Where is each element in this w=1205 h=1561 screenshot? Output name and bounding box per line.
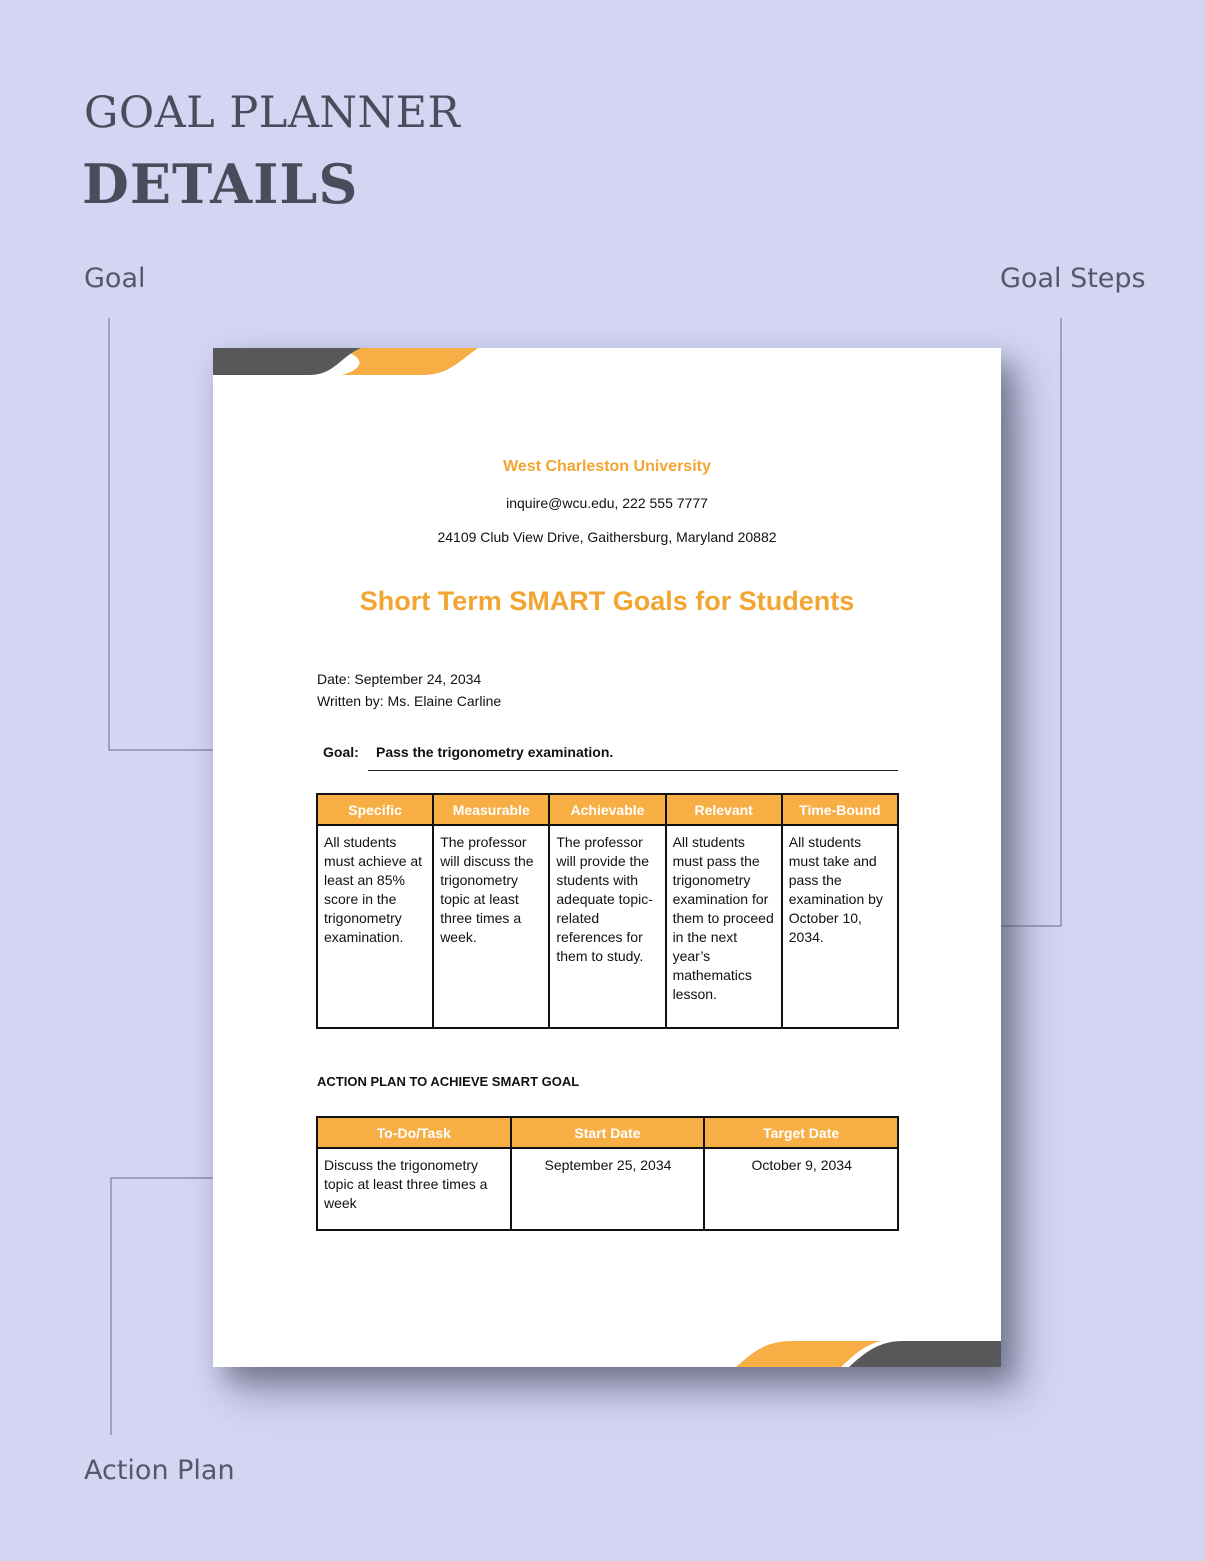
- page-subtitle: DETAILS: [82, 152, 359, 216]
- contact-info: inquire@wcu.edu, 222 555 7777: [506, 495, 708, 511]
- goal-value: Pass the trigonometry examination.: [376, 744, 614, 760]
- smart-goals-table: [316, 793, 899, 1029]
- table-row: [317, 825, 898, 1028]
- table-row: [317, 1148, 898, 1230]
- callout-goal-label: Goal: [84, 263, 146, 294]
- header-relevant: Relevant: [666, 794, 782, 825]
- page-title: GOAL PLANNER: [84, 88, 461, 138]
- written-by-line: Written by: Ms. Elaine Carline: [317, 693, 502, 709]
- header-target-date: Target Date: [704, 1117, 898, 1148]
- document-page: [213, 348, 1001, 1367]
- university-name: West Charleston University: [503, 458, 711, 475]
- header-start-date: Start Date: [511, 1117, 705, 1148]
- action-plan-heading: ACTION PLAN TO ACHIEVE SMART GOAL: [317, 1074, 580, 1089]
- action-plan-table: [316, 1116, 899, 1231]
- goal-label: Goal:: [323, 744, 359, 760]
- header-specific: Specific: [317, 794, 433, 825]
- cell-specific: All students must achieve at least an 85% score in the trigonometry examination.: [317, 825, 433, 1028]
- cell-target-date: October 9, 2034: [704, 1148, 898, 1230]
- bottom-corner-decoration: [731, 1340, 1001, 1367]
- cell-task: Discuss the trigonometry topic at least three times a week: [317, 1148, 511, 1230]
- cell-achievable: The professor will provide the students with adequate topic-related references for them to study.: [549, 825, 665, 1028]
- address: 24109 Club View Drive, Gaithersburg, Maryland 20882: [437, 529, 777, 545]
- header-task: To-Do/Task: [317, 1117, 511, 1148]
- cell-measurable: The professor will discuss the trigonometry topic at least three times a week.: [433, 825, 549, 1028]
- header-time-bound: Time-Bound: [782, 794, 898, 825]
- header-achievable: Achievable: [549, 794, 665, 825]
- callout-action-plan-label: Action Plan: [84, 1455, 235, 1486]
- table-header-row: [317, 1117, 898, 1148]
- table-header-row: [317, 794, 898, 825]
- header-measurable: Measurable: [433, 794, 549, 825]
- cell-time-bound: All students must take and pass the examination by October 10, 2034.: [782, 825, 898, 1028]
- document-title: Short Term SMART Goals for Students: [359, 586, 855, 616]
- cell-relevant: All students must pass the trigonometry examination for them to proceed in the next year’s mathematics lesson.: [666, 825, 782, 1028]
- top-corner-decoration: [213, 348, 483, 378]
- goal-underline: [368, 770, 898, 771]
- date-line: Date: September 24, 2034: [317, 671, 482, 687]
- callout-goal-steps-label: Goal Steps: [1000, 263, 1146, 294]
- cell-start-date: September 25, 2034: [511, 1148, 705, 1230]
